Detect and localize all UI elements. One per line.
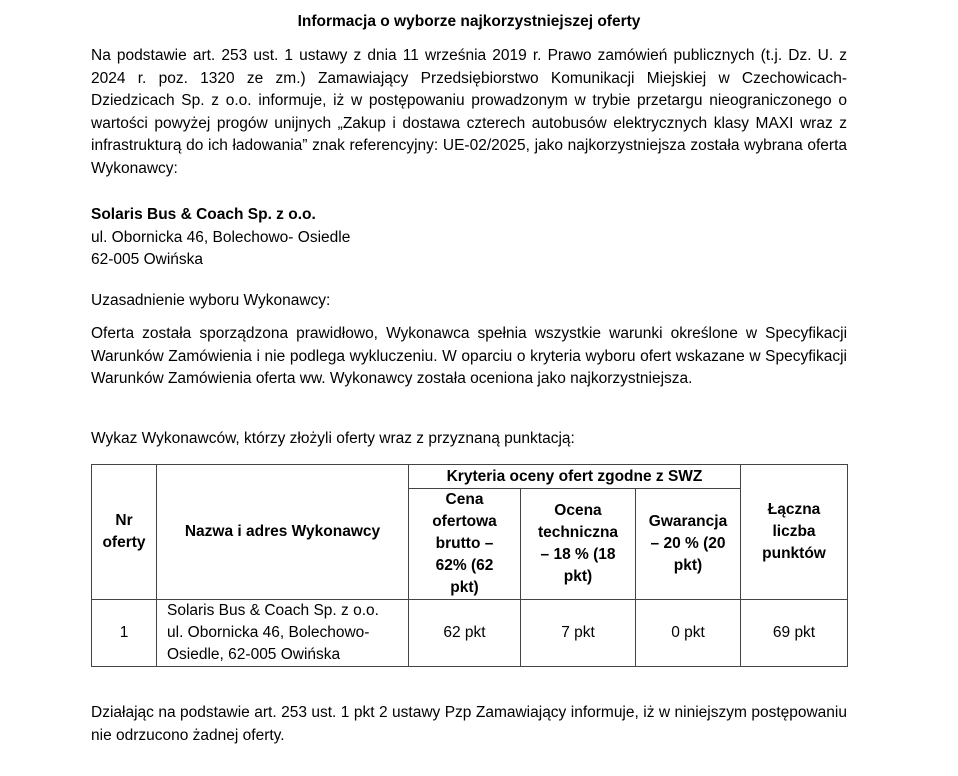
- reason-line: wskazane w Specyfikacji Warunków Zamówienia oferta ww. Wykonawcy została oceniona jako: [91, 347, 848, 388]
- header-technical: Ocena techniczna – 18 % (18 pkt): [521, 489, 636, 600]
- cell-total: 69 pkt: [741, 600, 848, 667]
- intro-line: wybrana oferta Wykonawcy:: [91, 137, 848, 177]
- intro-line: Na podstawie art. 253 ust. 1 ustawy z dnia 11 września 2019 r. Prawo zamówień publicznych (t.j. Dz. U.: [91, 47, 834, 64]
- header-offer-number: Nr oferty: [92, 465, 157, 600]
- header-contractor: Nazwa i adres Wykonawcy: [157, 465, 409, 600]
- winner-address: [91, 204, 847, 272]
- cell-warranty: 0 pkt: [636, 600, 741, 667]
- intro-paragraph: [91, 45, 847, 181]
- intro-line: Dziedzicach Sp. z o.o. informuje, iż w postępowaniu prowadzonym w trybie przetargu nieograniczonego: [91, 92, 832, 110]
- reason-paragraph: [91, 323, 847, 391]
- header-price: Cena ofertowa brutto – 62% (62 pkt): [409, 489, 521, 600]
- header-warranty: Gwarancja – 20 % (20 pkt): [636, 489, 741, 600]
- table-row: [92, 600, 848, 667]
- reason-line: w Specyfikacji Warunków Zamówienia i nie podlega wykluczeniu. W oparciu o kryteria wyboru ofert: [91, 325, 848, 365]
- winner-city: 62-005 Owińska: [91, 251, 204, 269]
- winner-name: Solaris Bus & Coach Sp. z o.o.: [91, 206, 316, 223]
- winner-street: ul. Obornicka 46, Bolechowo- Osiedle: [91, 228, 351, 246]
- cell-contractor: Solaris Bus & Coach Sp. z o.o. ul. Obornicka 46, Bolechowo- Osiedle, 62-005 Owińska: [157, 600, 409, 667]
- offers-list-heading: Wykaz Wykonawców, którzy złożyli oferty wraz z przyznaną punktacją:: [91, 430, 575, 447]
- final-line: Działając na podstawie art. 253 ust. 1 pkt 2 ustawy Pzp Zamawiający informuje, iż w niniejszym: [91, 704, 747, 721]
- intro-line: wraz z infrastrukturą do ich ładowania” znak referencyjny: UE-02/2025, jako najkorzystniejsza została: [91, 114, 847, 155]
- intro-line: o wartości powyżej progów unijnych „Zakup i dostawa czterech autobusów elektrycznych klasy MAXI: [91, 92, 847, 132]
- cell-price: 62 pkt: [409, 600, 521, 667]
- reason-heading: Uzasadnienie wyboru Wykonawcy:: [91, 292, 331, 309]
- reason-line: Oferta została sporządzona prawidłowo, Wykonawca spełnia wszystkie warunki określone: [91, 325, 738, 342]
- reason-line: najkorzystniejsza.: [570, 370, 693, 388]
- header-total-points: Łączna liczba punktów: [741, 465, 848, 600]
- cell-technical: 7 pkt: [521, 600, 636, 667]
- cell-offer-number: 1: [92, 600, 157, 667]
- intro-line: z 2024 r. poz. 1320 ze zm.) Zamawiający Przedsiębiorstwo Komunikacji Miejskiej w Czechowicach-: [91, 47, 847, 87]
- header-criteria: Kryteria oceny ofert zgodne z SWZ: [409, 465, 741, 489]
- final-line: postępowaniu nie odrzucono żadnej oferty.: [91, 704, 847, 744]
- document-title: Informacja o wyborze najkorzystniejszej oferty: [297, 13, 641, 30]
- final-paragraph: [91, 702, 847, 747]
- offers-table: [91, 464, 848, 667]
